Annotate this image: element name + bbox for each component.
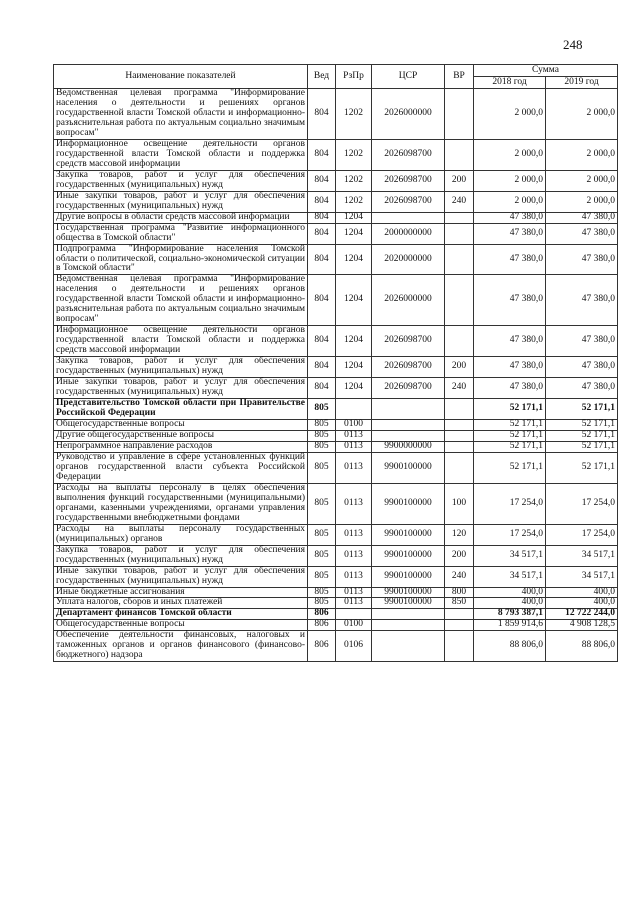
cell-ved: 806 [308, 609, 336, 620]
cell-csr [372, 420, 445, 431]
table-row [54, 223, 618, 244]
cell-name: Закупка товаров, работ и услуг для обеспечения государственных (муниципальных) нужд [54, 545, 308, 566]
cell-rzpr: 1204 [336, 244, 372, 275]
cell-ved: 804 [308, 139, 336, 170]
cell-2019: 47 380,0 [546, 357, 618, 378]
cell-ved: 804 [308, 326, 336, 357]
header-vr: ВР [445, 65, 474, 89]
cell-csr: 2026000000 [372, 275, 445, 326]
cell-2019: 52 171,1 [546, 441, 618, 452]
cell-rzpr: 0113 [336, 524, 372, 545]
table-row [54, 420, 618, 431]
cell-2018: 88 806,0 [474, 631, 546, 662]
cell-name: Обеспечение деятельности финансовых, налоговых и таможенных органов и органов финансового (финансово-бюджетного) надзора [54, 631, 308, 662]
cell-2018: 2 000,0 [474, 170, 546, 191]
header-csr: ЦСР [372, 65, 445, 89]
cell-2019: 47 380,0 [546, 212, 618, 223]
cell-2018: 52 171,1 [474, 399, 546, 420]
cell-name: Непрограммное направление расходов [54, 441, 308, 452]
cell-vr [445, 212, 474, 223]
header-2018: 2018 год [474, 77, 546, 89]
cell-ved: 804 [308, 223, 336, 244]
cell-2019: 52 171,1 [546, 430, 618, 441]
cell-name: Подпрограмма "Информирование населения Томской области о политической, социально-экономической ситуации в Томской области" [54, 244, 308, 275]
cell-2019: 2 000,0 [546, 170, 618, 191]
cell-ved: 804 [308, 357, 336, 378]
cell-name: Ведомственная целевая программа "Информирование населения о деятельности и решениях органов государственной власти Томской области и информационно-разъяснительная работа по актуальным социально значимым вопросам" [54, 275, 308, 326]
cell-2019: 47 380,0 [546, 326, 618, 357]
cell-2018: 400,0 [474, 587, 546, 598]
cell-2018: 47 380,0 [474, 378, 546, 399]
header-ved: Вед [308, 65, 336, 89]
cell-2018: 2 000,0 [474, 191, 546, 212]
cell-csr [372, 399, 445, 420]
cell-csr: 2026098700 [372, 139, 445, 170]
table-row [54, 566, 618, 587]
cell-ved: 804 [308, 89, 336, 140]
cell-vr [445, 609, 474, 620]
cell-name: Другие вопросы в области средств массовой информации [54, 212, 308, 223]
cell-2019: 52 171,1 [546, 420, 618, 431]
cell-rzpr: 0113 [336, 566, 372, 587]
cell-rzpr: 1204 [336, 275, 372, 326]
cell-ved: 805 [308, 420, 336, 431]
cell-2019: 47 380,0 [546, 223, 618, 244]
cell-ved: 805 [308, 430, 336, 441]
cell-csr: 2000000000 [372, 223, 445, 244]
cell-2019: 2 000,0 [546, 139, 618, 170]
cell-2019: 47 380,0 [546, 378, 618, 399]
cell-2018: 17 254,0 [474, 524, 546, 545]
cell-rzpr: 0113 [336, 452, 372, 483]
table-row [54, 244, 618, 275]
table-row [54, 89, 618, 140]
cell-2018: 400,0 [474, 598, 546, 609]
header-sum: Сумма [474, 65, 618, 77]
cell-csr: 9900100000 [372, 587, 445, 598]
table-row [54, 378, 618, 399]
cell-vr: 200 [445, 545, 474, 566]
table-row [54, 524, 618, 545]
cell-rzpr: 0113 [336, 545, 372, 566]
cell-vr: 120 [445, 524, 474, 545]
cell-rzpr: 0113 [336, 430, 372, 441]
table-row [54, 170, 618, 191]
cell-2018: 17 254,0 [474, 483, 546, 524]
cell-rzpr: 1202 [336, 170, 372, 191]
cell-name: Расходы на выплаты персоналу в целях обеспечения выполнения функций государственными (муниципальными) органами, казенными учреждениями, органами управления государственными внебюджетными фондами [54, 483, 308, 524]
cell-rzpr: 1204 [336, 378, 372, 399]
cell-2018: 47 380,0 [474, 244, 546, 275]
cell-name: Общегосударственные вопросы [54, 620, 308, 631]
cell-vr: 240 [445, 566, 474, 587]
cell-ved: 804 [308, 191, 336, 212]
cell-name: Иные закупки товаров, работ и услуг для обеспечения государственных (муниципальных) нужд [54, 191, 308, 212]
budget-table [53, 64, 618, 662]
cell-2019: 47 380,0 [546, 244, 618, 275]
cell-2019: 17 254,0 [546, 524, 618, 545]
cell-csr: 2026098700 [372, 191, 445, 212]
cell-ved: 805 [308, 566, 336, 587]
cell-vr [445, 620, 474, 631]
cell-rzpr [336, 399, 372, 420]
cell-csr: 2026098700 [372, 170, 445, 191]
cell-name: Общегосударственные вопросы [54, 420, 308, 431]
cell-ved: 804 [308, 275, 336, 326]
cell-csr: 9900100000 [372, 598, 445, 609]
cell-name: Иные закупки товаров, работ и услуг для обеспечения государственных (муниципальных) нужд [54, 566, 308, 587]
cell-ved: 804 [308, 378, 336, 399]
cell-2019: 88 806,0 [546, 631, 618, 662]
cell-csr [372, 609, 445, 620]
cell-2018: 47 380,0 [474, 275, 546, 326]
cell-ved: 805 [308, 524, 336, 545]
table-header-row [54, 65, 618, 77]
cell-rzpr: 1204 [336, 223, 372, 244]
cell-rzpr: 0113 [336, 441, 372, 452]
cell-csr: 9900100000 [372, 483, 445, 524]
cell-rzpr: 0106 [336, 631, 372, 662]
cell-2018: 2 000,0 [474, 89, 546, 140]
cell-vr: 240 [445, 378, 474, 399]
table-row [54, 631, 618, 662]
table-row [54, 545, 618, 566]
table-row [54, 430, 618, 441]
cell-2018: 52 171,1 [474, 430, 546, 441]
cell-csr: 2026098700 [372, 326, 445, 357]
cell-name: Руководство и управление в сфере установленных функций органов государственной власти субъекта Российской Федерации [54, 452, 308, 483]
cell-vr: 100 [445, 483, 474, 524]
cell-2019: 2 000,0 [546, 191, 618, 212]
table-row [54, 441, 618, 452]
table-row [54, 275, 618, 326]
cell-vr: 800 [445, 587, 474, 598]
cell-2018: 52 171,1 [474, 420, 546, 431]
cell-ved: 805 [308, 452, 336, 483]
cell-csr: 9900100000 [372, 545, 445, 566]
cell-rzpr: 0100 [336, 420, 372, 431]
header-name: Наименование показателей [54, 65, 308, 89]
cell-2019: 17 254,0 [546, 483, 618, 524]
cell-ved: 805 [308, 399, 336, 420]
cell-csr: 9900100000 [372, 524, 445, 545]
cell-ved: 805 [308, 483, 336, 524]
table-row [54, 357, 618, 378]
cell-rzpr: 1204 [336, 212, 372, 223]
cell-name: Информационное освещение деятельности органов государственной власти Томской области и поддержка средств массовой информации [54, 139, 308, 170]
cell-2019: 34 517,1 [546, 566, 618, 587]
cell-2018: 47 380,0 [474, 326, 546, 357]
cell-rzpr: 0100 [336, 620, 372, 631]
cell-ved: 806 [308, 631, 336, 662]
cell-ved: 806 [308, 620, 336, 631]
cell-name: Уплата налогов, сборов и иных платежей [54, 598, 308, 609]
header-2019: 2019 год [546, 77, 618, 89]
cell-name: Ведомственная целевая программа "Информирование населения о деятельности и решениях органов государственной власти Томской области и информационно-разъяснительная работа по актуальным социально значимым вопросам" [54, 89, 308, 140]
cell-2018: 52 171,1 [474, 441, 546, 452]
cell-2019: 47 380,0 [546, 275, 618, 326]
cell-vr [445, 631, 474, 662]
cell-name: Информационное освещение деятельности органов государственной власти Томской области и поддержка средств массовой информации [54, 326, 308, 357]
cell-vr [445, 430, 474, 441]
cell-vr [445, 275, 474, 326]
cell-ved: 804 [308, 212, 336, 223]
cell-2019: 4 908 128,5 [546, 620, 618, 631]
cell-ved: 805 [308, 441, 336, 452]
cell-name: Закупка товаров, работ и услуг для обеспечения государственных (муниципальных) нужд [54, 170, 308, 191]
cell-rzpr: 1204 [336, 326, 372, 357]
cell-vr [445, 244, 474, 275]
page-number: 248 [563, 37, 583, 52]
cell-2018: 34 517,1 [474, 545, 546, 566]
cell-vr [445, 139, 474, 170]
cell-vr [445, 89, 474, 140]
cell-name: Расходы на выплаты персоналу государственных (муниципальных) органов [54, 524, 308, 545]
cell-rzpr [336, 609, 372, 620]
cell-vr [445, 452, 474, 483]
table-row [54, 212, 618, 223]
cell-csr: 2026000000 [372, 89, 445, 140]
cell-vr [445, 441, 474, 452]
cell-2019: 52 171,1 [546, 452, 618, 483]
cell-csr [372, 631, 445, 662]
cell-2018: 8 793 387,1 [474, 609, 546, 620]
cell-2018: 2 000,0 [474, 139, 546, 170]
cell-2018: 52 171,1 [474, 452, 546, 483]
cell-name: Представительство Томской области при Правительстве Российской Федерации [54, 399, 308, 420]
cell-2018: 47 380,0 [474, 357, 546, 378]
cell-csr: 9900100000 [372, 566, 445, 587]
cell-2019: 400,0 [546, 598, 618, 609]
table-body [54, 89, 618, 662]
cell-name: Департамент финансов Томской области [54, 609, 308, 620]
cell-name: Иные бюджетные ассигнования [54, 587, 308, 598]
cell-rzpr: 1202 [336, 191, 372, 212]
cell-2018: 47 380,0 [474, 223, 546, 244]
cell-name: Закупка товаров, работ и услуг для обеспечения государственных (муниципальных) нужд [54, 357, 308, 378]
cell-csr: 2020000000 [372, 244, 445, 275]
cell-ved: 805 [308, 598, 336, 609]
table-row [54, 399, 618, 420]
cell-vr: 240 [445, 191, 474, 212]
cell-name: Государственная программа "Развитие информационного общества в Томской области" [54, 223, 308, 244]
table-row [54, 139, 618, 170]
cell-rzpr: 1202 [336, 89, 372, 140]
cell-csr: 2026098700 [372, 357, 445, 378]
table-row [54, 483, 618, 524]
cell-ved: 805 [308, 545, 336, 566]
cell-rzpr: 0113 [336, 587, 372, 598]
cell-ved: 804 [308, 244, 336, 275]
cell-csr: 2026098700 [372, 378, 445, 399]
cell-csr: 9900000000 [372, 441, 445, 452]
cell-2019: 12 722 244,0 [546, 609, 618, 620]
cell-csr [372, 212, 445, 223]
cell-vr [445, 223, 474, 244]
cell-vr: 200 [445, 357, 474, 378]
cell-vr: 850 [445, 598, 474, 609]
cell-2019: 2 000,0 [546, 89, 618, 140]
cell-2018: 47 380,0 [474, 212, 546, 223]
cell-vr [445, 420, 474, 431]
cell-ved: 804 [308, 170, 336, 191]
table-row [54, 452, 618, 483]
cell-ved: 805 [308, 587, 336, 598]
cell-csr [372, 430, 445, 441]
cell-csr: 9900100000 [372, 452, 445, 483]
cell-rzpr: 0113 [336, 483, 372, 524]
cell-2019: 400,0 [546, 587, 618, 598]
cell-rzpr: 1202 [336, 139, 372, 170]
table-row [54, 191, 618, 212]
cell-2019: 52 171,1 [546, 399, 618, 420]
cell-csr [372, 620, 445, 631]
cell-2018: 1 859 914,6 [474, 620, 546, 631]
cell-2019: 34 517,1 [546, 545, 618, 566]
cell-vr [445, 326, 474, 357]
cell-rzpr: 0113 [336, 598, 372, 609]
cell-rzpr: 1204 [336, 357, 372, 378]
table-row [54, 326, 618, 357]
cell-vr: 200 [445, 170, 474, 191]
cell-vr [445, 399, 474, 420]
cell-2018: 34 517,1 [474, 566, 546, 587]
cell-name: Другие общегосударственные вопросы [54, 430, 308, 441]
cell-name: Иные закупки товаров, работ и услуг для обеспечения государственных (муниципальных) нужд [54, 378, 308, 399]
header-rzpr: РзПр [336, 65, 372, 89]
